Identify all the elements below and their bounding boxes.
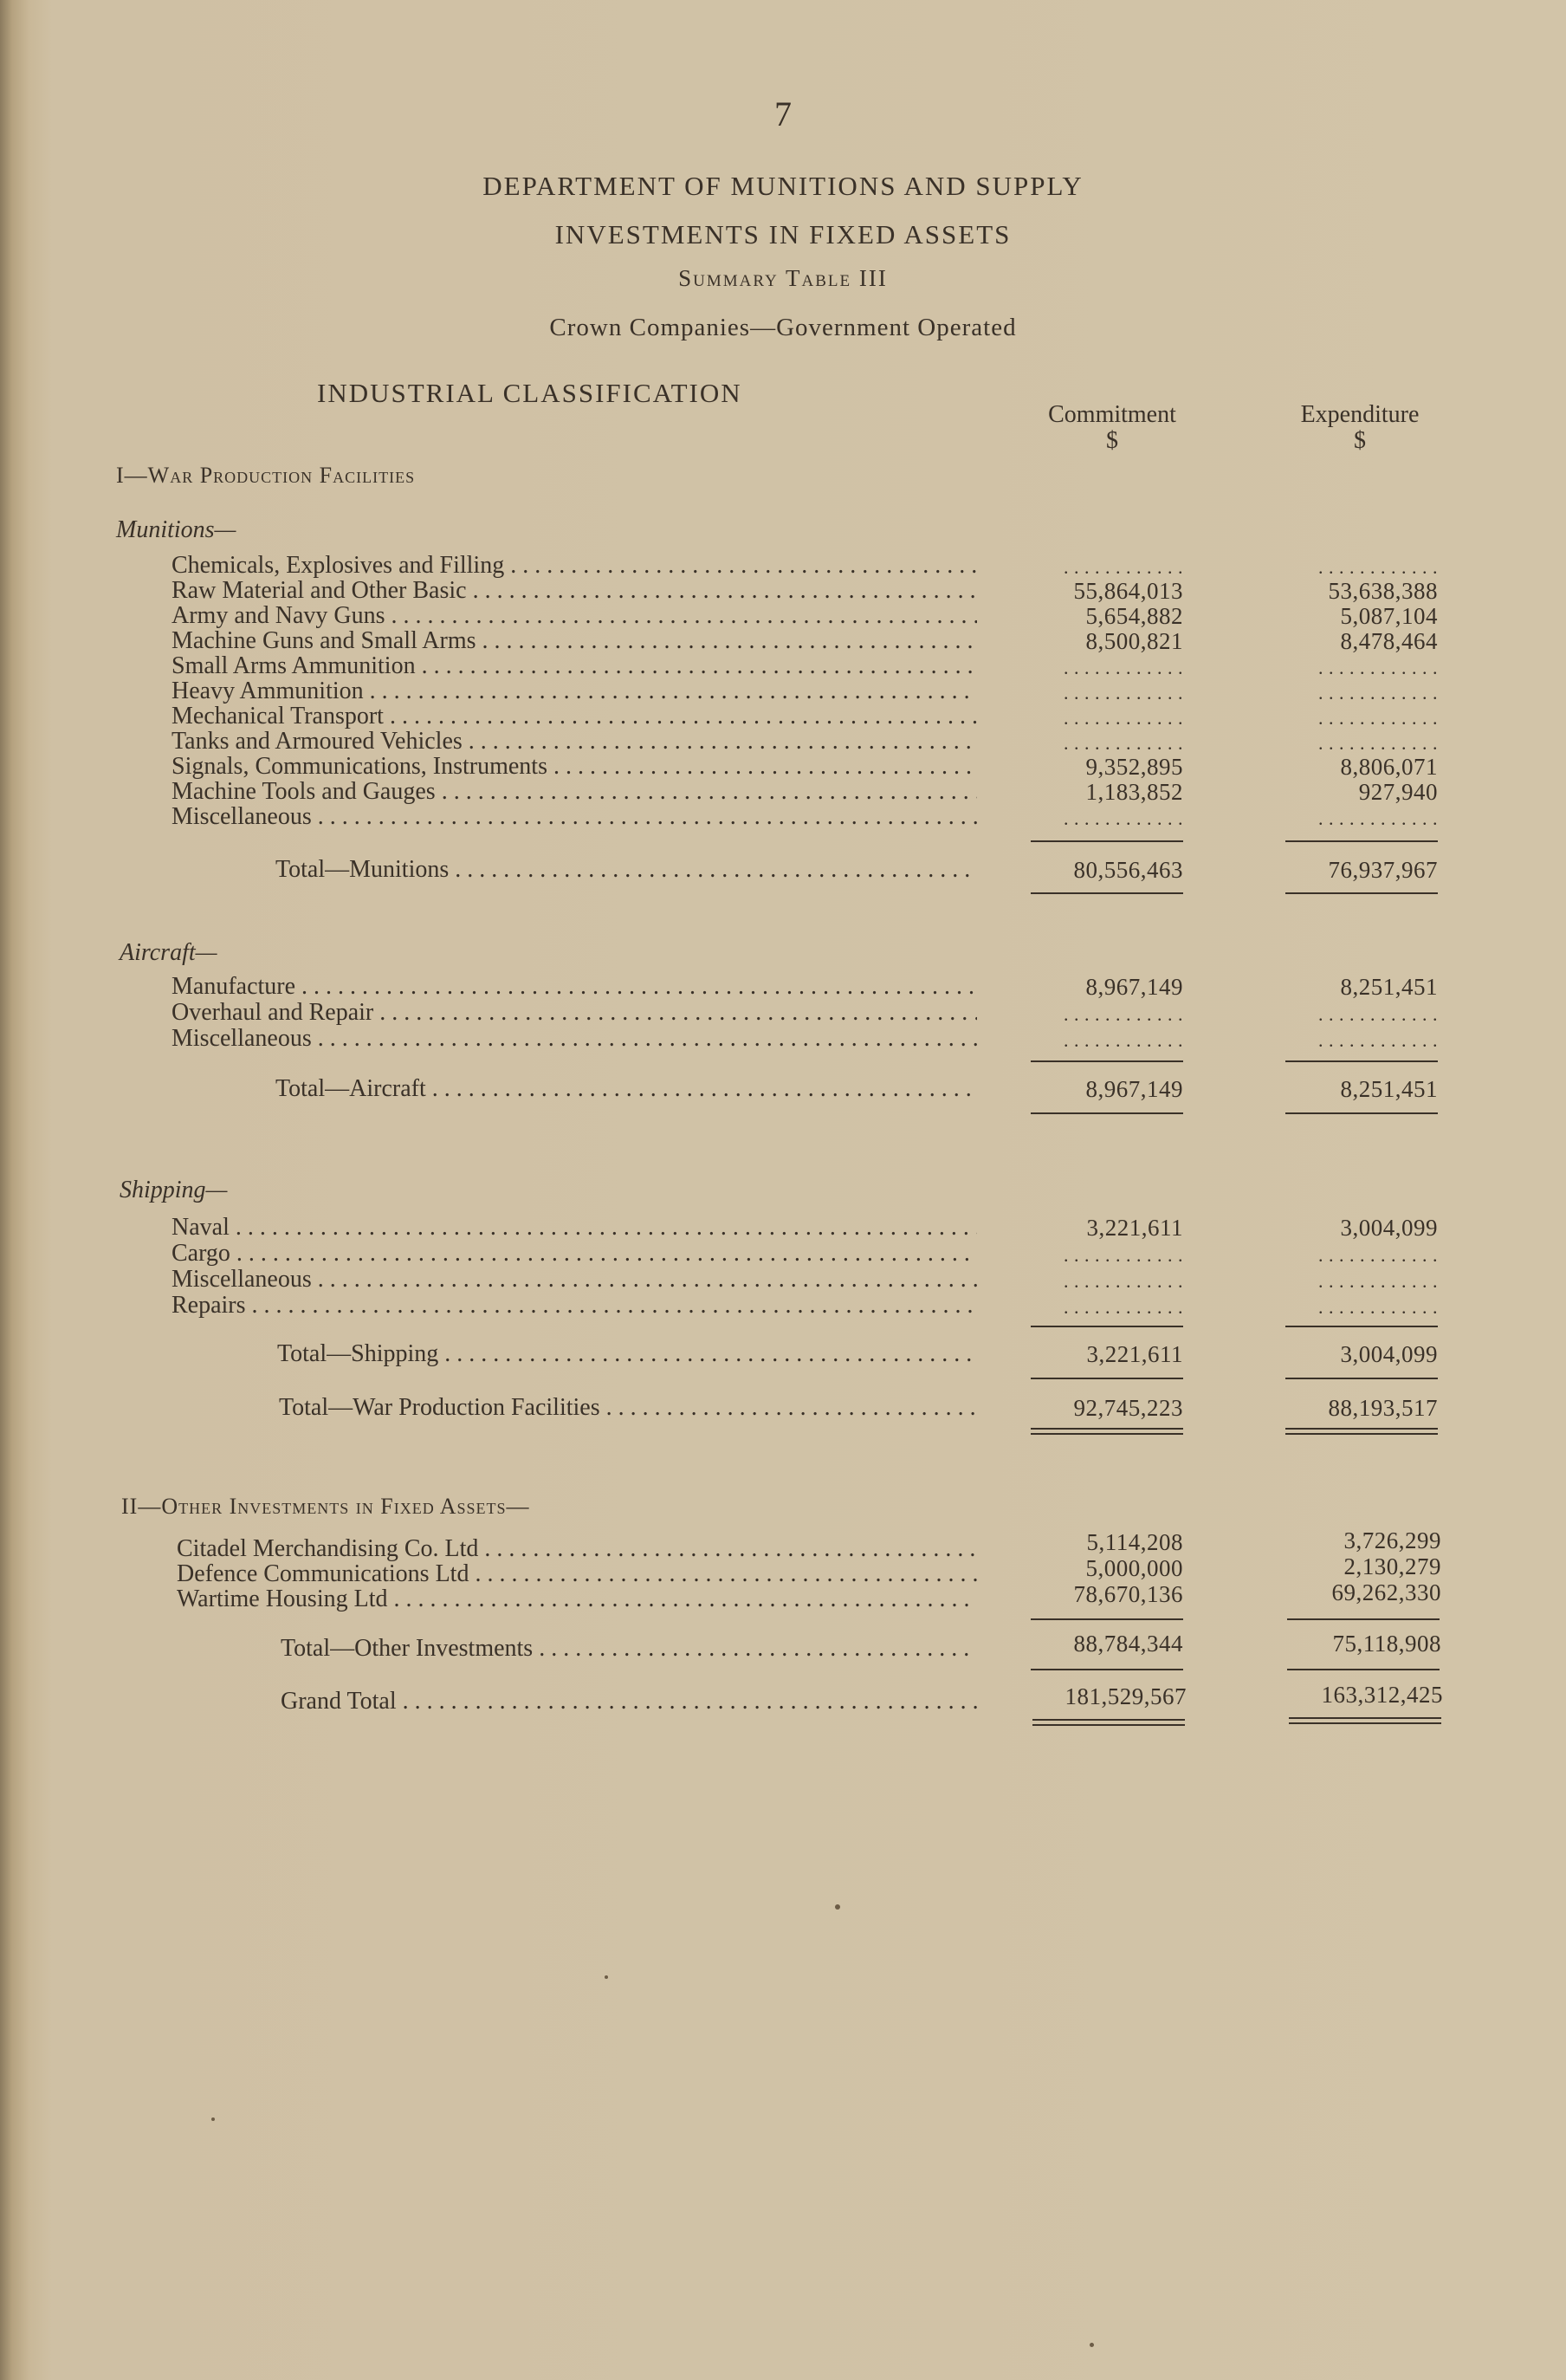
page-number: 7: [774, 94, 792, 133]
commitment-value: 88,784,344: [1073, 1631, 1183, 1657]
table-row: [0, 678, 1566, 704]
double-rule: [1032, 1719, 1185, 1721]
row-label: Overhaul and Repair . . .: [171, 1000, 977, 1026]
total-row-shipping: [0, 1341, 1566, 1367]
subtotal-rule: [1285, 840, 1438, 842]
expenditure-value: [1282, 653, 1438, 681]
paper-speck: [835, 1904, 840, 1910]
table-row: [0, 653, 1566, 679]
commitment-value: [1027, 678, 1183, 706]
subtotal-rule: [1285, 1060, 1438, 1062]
paper-speck: [605, 1975, 608, 1979]
classification-heading: INDUSTRIAL CLASSIFICATION: [317, 378, 742, 408]
expenditure-value: [1282, 704, 1438, 731]
commitment-value: [1027, 1241, 1183, 1268]
commitment-value: 8,967,149: [1085, 1076, 1183, 1102]
commitment-value: 55,864,013: [1073, 578, 1183, 604]
row-label: Raw Material and Other Basic . . .: [171, 578, 977, 604]
table-row: [0, 553, 1566, 579]
total-rule: [1031, 892, 1183, 894]
expenditure-value: [1282, 553, 1438, 580]
row-label: Miscellaneous . . .: [171, 804, 977, 830]
total-rule: [1031, 1112, 1183, 1114]
group-heading-shipping: Shipping—: [120, 1177, 228, 1203]
expenditure-value: [1282, 1241, 1438, 1268]
commitment-value: 3,221,611: [1086, 1215, 1183, 1241]
row-label: Army and Navy Guns . . .: [171, 603, 977, 629]
expenditure-value: 76,937,967: [1328, 857, 1438, 883]
expenditure-value: [1282, 1267, 1438, 1294]
row-label: Total—Shipping . . .: [277, 1341, 977, 1367]
double-rule: [1289, 1717, 1441, 1719]
row-label: Chemicals, Explosives and Filling . . .: [171, 553, 977, 579]
total-row-other-investments: [0, 1631, 1566, 1662]
table-row: [0, 1000, 1566, 1026]
total-row-munitions: [0, 857, 1566, 883]
report-title: INVESTMENTS IN FIXED ASSETS: [554, 219, 1012, 250]
total-row-war-production: [0, 1395, 1566, 1421]
expenditure-value: 8,251,451: [1340, 1076, 1438, 1102]
expenditure-value: [1282, 1000, 1438, 1028]
paper-speck: [1090, 2343, 1094, 2347]
subtotal-rule: [1285, 1326, 1438, 1327]
row-label: Repairs . . .: [171, 1293, 977, 1319]
commitment-value: [1027, 704, 1183, 731]
table-row: [0, 974, 1566, 1000]
total-rule: [1031, 1378, 1183, 1379]
commitment-unit: $: [1106, 427, 1118, 454]
subtotal-rule: [1031, 1060, 1183, 1062]
grand-total-row: [0, 1682, 1566, 1715]
row-label: Total—War Production Facilities . . .: [279, 1395, 977, 1421]
commitment-value: [1027, 1000, 1183, 1028]
commitment-column-header: [1000, 402, 1225, 454]
commitment-value: 1,183,852: [1085, 779, 1183, 805]
expenditure-value: 8,806,071: [1340, 754, 1438, 780]
row-label: Wartime Housing Ltd . . .: [177, 1586, 977, 1612]
expenditure-value: 75,118,908: [1332, 1631, 1441, 1657]
table-row: [0, 1267, 1566, 1293]
subtotal-rule: [1031, 1618, 1183, 1620]
expenditure-value: [1282, 678, 1438, 706]
row-label: Small Arms Ammunition . . .: [171, 653, 977, 679]
commitment-value: [1027, 1026, 1183, 1054]
commitment-value: [1027, 1267, 1183, 1294]
row-label: Tanks and Armoured Vehicles . . .: [171, 729, 977, 755]
table-row: [0, 754, 1566, 780]
total-rule: [1285, 1378, 1438, 1379]
row-label: Grand Total . . .: [281, 1689, 977, 1715]
row-label: Defence Communications Ltd . . .: [177, 1561, 977, 1587]
expenditure-value: 69,262,330: [1331, 1579, 1441, 1605]
table-row: [0, 603, 1566, 629]
expenditure-unit: $: [1354, 427, 1366, 454]
row-label: Cargo . . .: [171, 1241, 977, 1267]
group-heading-munitions: Munitions—: [116, 516, 236, 543]
expenditure-value: 5,087,104: [1340, 603, 1438, 629]
expenditure-value: 8,478,464: [1340, 628, 1438, 654]
section-heading-other-investments: II—Other Investments in Fixed Assets—: [121, 1494, 530, 1519]
commitment-value: [1027, 729, 1183, 756]
group-heading-aircraft: Aircraft—: [120, 939, 217, 966]
table-row: [0, 779, 1566, 805]
total-rule: [1287, 1669, 1440, 1670]
total-row-aircraft: [0, 1076, 1566, 1102]
expenditure-value: 8,251,451: [1340, 974, 1438, 1000]
commitment-value: 9,352,895: [1085, 754, 1183, 780]
table-row: [0, 1579, 1566, 1612]
row-label: Miscellaneous . . .: [171, 1267, 977, 1293]
expenditure-value: 163,312,425: [1321, 1682, 1443, 1708]
commitment-value: 8,967,149: [1085, 974, 1183, 1000]
commitment-value: 92,745,223: [1073, 1395, 1183, 1421]
commitment-value: 5,114,208: [1086, 1529, 1183, 1555]
expenditure-value: [1282, 729, 1438, 756]
expenditure-value: 3,004,099: [1340, 1215, 1438, 1241]
row-label: Miscellaneous . . .: [171, 1026, 977, 1052]
expenditure-value: [1282, 1026, 1438, 1054]
paper-speck: [211, 2117, 215, 2121]
total-rule: [1285, 892, 1438, 894]
table-row: [0, 578, 1566, 604]
total-rule: [1285, 1112, 1438, 1114]
subtotal-rule: [1031, 840, 1183, 842]
double-rule: [1032, 1724, 1185, 1726]
expenditure-value: [1282, 804, 1438, 832]
table-row: [0, 1241, 1566, 1267]
subtotal-rule: [1031, 1326, 1183, 1327]
table-subtitle: Crown Companies—Government Operated: [549, 314, 1017, 341]
double-rule: [1285, 1433, 1438, 1435]
subtotal-rule: [1287, 1618, 1440, 1620]
commitment-value: 181,529,567: [1064, 1683, 1187, 1709]
row-label: Total—Aircraft . . .: [275, 1076, 977, 1102]
commitment-value: 80,556,463: [1073, 857, 1183, 883]
table-row: [0, 1026, 1566, 1052]
double-rule: [1031, 1433, 1183, 1435]
table-row: [0, 729, 1566, 755]
row-label: Machine Guns and Small Arms . . .: [171, 628, 977, 654]
row-label: Manufacture . . .: [171, 974, 977, 1000]
table-row: [0, 1293, 1566, 1319]
expenditure-value: 53,638,388: [1328, 578, 1438, 604]
row-label: Total—Munitions . . .: [275, 857, 977, 883]
expenditure-value: 927,940: [1358, 779, 1438, 805]
row-label: Total—Other Investments . . .: [281, 1636, 977, 1662]
row-label: Citadel Merchandising Co. Ltd . . .: [177, 1536, 977, 1562]
double-rule: [1289, 1722, 1441, 1724]
commitment-value: 5,000,000: [1085, 1555, 1183, 1581]
row-label: Machine Tools and Gauges . . .: [171, 779, 977, 805]
commitment-header-label: Commitment: [1048, 401, 1176, 428]
row-label: Signals, Communications, Instruments . . .: [171, 754, 977, 780]
row-label: Naval . . .: [171, 1215, 977, 1241]
expenditure-value: 88,193,517: [1328, 1395, 1438, 1421]
double-rule: [1285, 1428, 1438, 1430]
row-label: Heavy Ammunition . . .: [171, 678, 977, 704]
commitment-value: [1027, 653, 1183, 681]
commitment-value: [1027, 553, 1183, 580]
commitment-value: 8,500,821: [1085, 628, 1183, 654]
commitment-value: 78,670,136: [1073, 1581, 1183, 1607]
expenditure-header-label: Expenditure: [1300, 401, 1420, 428]
expenditure-value: 2,130,279: [1343, 1553, 1441, 1579]
double-rule: [1031, 1428, 1183, 1430]
commitment-value: [1027, 1293, 1183, 1320]
table-title: Summary Table III: [678, 265, 888, 291]
expenditure-column-header: [1247, 402, 1472, 454]
expenditure-value: 3,726,299: [1343, 1527, 1441, 1553]
section-heading-war-production: I—War Production Facilities: [116, 463, 416, 488]
commitment-value: 5,654,882: [1085, 603, 1183, 629]
commitment-value: [1027, 804, 1183, 832]
table-row: [0, 1215, 1566, 1241]
table-row: [0, 628, 1566, 654]
commitment-value: 3,221,611: [1086, 1341, 1183, 1367]
department-title: DEPARTMENT OF MUNITIONS AND SUPPLY: [482, 171, 1084, 201]
total-rule: [1031, 1669, 1183, 1670]
expenditure-value: [1282, 1293, 1438, 1320]
row-label: Mechanical Transport . . .: [171, 704, 977, 730]
table-row: [0, 704, 1566, 730]
table-row: [0, 804, 1566, 830]
expenditure-value: 3,004,099: [1340, 1341, 1438, 1367]
